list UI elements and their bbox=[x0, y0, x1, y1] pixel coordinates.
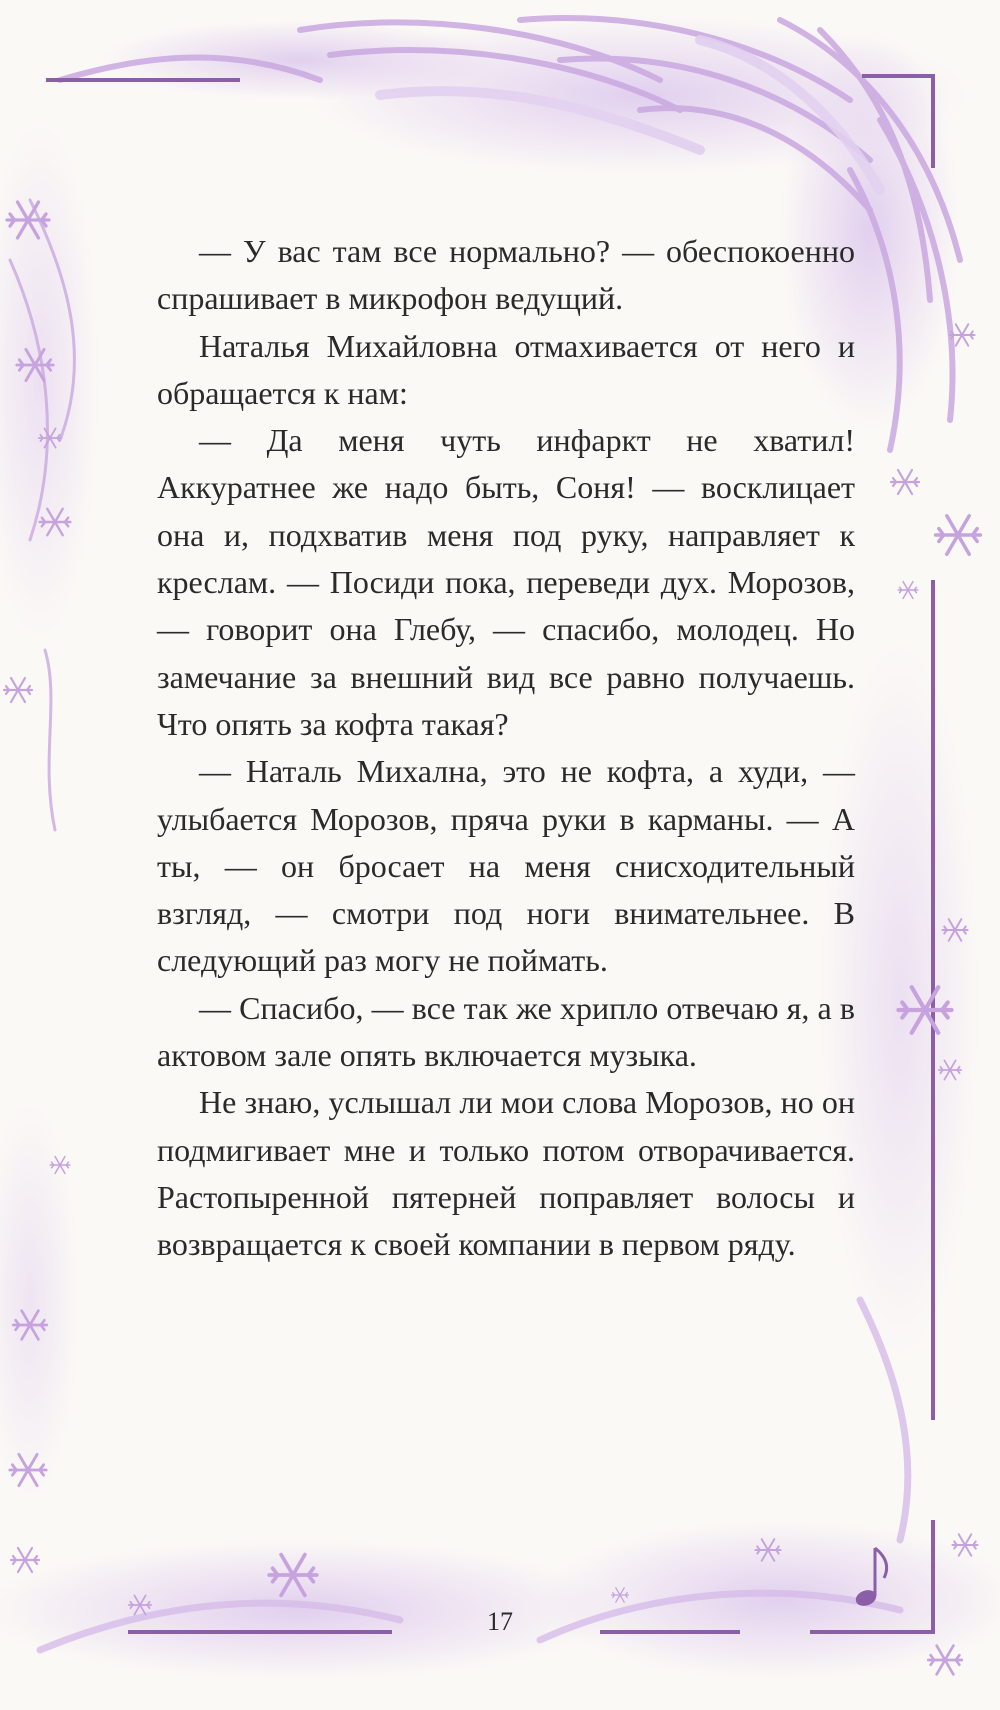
paragraph: Не знаю, услышал ли мои слова Морозов, но он подмигивает мне и только потом отворачивается. Растопыренной пятерней поправляет волосы и возвращается к своей компании в первом ряду. bbox=[157, 1084, 855, 1263]
feather-ornament-left bbox=[0, 120, 100, 1500]
snowflake-icon bbox=[891, 470, 919, 494]
paragraph: — Спасибо, — все так же хрипло отвечаю я, а в актовом зале опять включается музыка. bbox=[157, 989, 855, 1074]
body-text bbox=[157, 228, 855, 1269]
snowflake-icon bbox=[4, 678, 32, 702]
paragraph: Наталья Михайловна отмахивается от него и обращается к нам: bbox=[157, 327, 855, 411]
snowflake-icon bbox=[898, 582, 918, 599]
snowflake-icon bbox=[11, 1548, 39, 1572]
paragraph: — У вас там все нормально? — обеспокоенно спрашивает в микрофон ведущий. bbox=[157, 233, 855, 317]
paragraph: — Наталь Михална, это не кофта, а худи, — улыбается Морозов, пряча руки в карманы. — А ты, — он бросает на меня снисходительный взгляд, — смотри под ноги внимательнее. В следующий раз могу не поймать. bbox=[157, 753, 855, 979]
snowflake-icon bbox=[936, 516, 981, 554]
page-number: 17 bbox=[487, 1607, 513, 1636]
paragraph: — Да меня чуть инфаркт не хватил! Аккуратнее же надо быть, Соня! — восклицает она и, подхватив меня под руку, направляет к креслам. — Посиди пока, переведи дух. Морозов, — говорит она Глебу, — спасибо, молодец. Но замечание за внешний вид все равно получаешь. Что опять за кофта такая? bbox=[157, 422, 855, 742]
